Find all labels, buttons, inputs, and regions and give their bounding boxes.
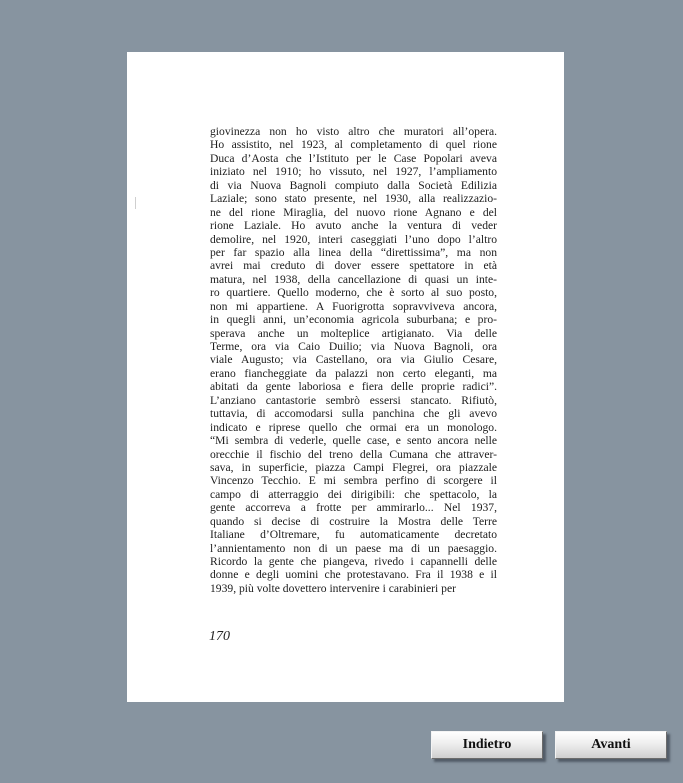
body-text [210,125,497,595]
text-line: matura, nel 1938, della cancellazione di quasi un inte- [210,272,497,286]
text-line: Vincenzo Tecchio. E mi sembra perfino di scorgere il [210,474,497,488]
text-line: 1939, più volte dovettero intervenire i carabinieri per [210,581,456,595]
text-line: per far spazio alla linea della “direttissima”, ma non [210,245,497,259]
text-line: Ricordo la gente che piangeva, rivedo i capannelli delle [210,555,497,568]
text-line: sava, in superficie, piazza Campi Flegrei, ora piazzale [210,460,497,474]
text-line: “Mi sembra di vederle, quelle case, e sento ancora nelle [210,434,497,448]
text-line: avrei mai creduto di dover essere spettatore in età [210,259,497,273]
document-page [127,52,564,702]
text-line: tuttavia, di accomodarsi sulla panchina che gli avevo [210,407,497,421]
text-line: Italiane d’Oltremare, fu automaticamente decretato [210,528,497,542]
text-line: Terme, ora via Caio Duilio; via Nuova Bagnoli, ora [210,340,497,353]
text-line: erano fiancheggiate da palazzi non certo eleganti, ma [210,366,497,380]
text-line: quando si decise di costruire la Mostra delle Terre [210,514,497,528]
text-line: donne e degli uomini che protestavano. Fra il 1938 e il [210,568,497,582]
text-line: Ho assistito, nel 1923, al completamento di quel rione [210,138,497,152]
page-number: 170 [209,629,230,644]
text-line: di via Nuova Bagnoli compiuto dalla Società Edilizia [210,178,497,192]
text-line: orecchie il fischio del treno della Cumana che attraver- [210,447,497,461]
text-line: non mi appartiene. A Fuorigrotta sopravviveva ancora, [210,299,497,313]
text-line: Laziale; sono stato presente, nel 1930, alla realizzazio- [210,192,497,206]
text-line: viale Augusto; via Castellano, ora via Giulio Cesare, [210,353,497,367]
text-line: campo di atterraggio dei dirigibili: che spettacolo, la [210,487,497,501]
next-button[interactable]: Avanti [555,731,667,759]
text-line: ro quartiere. Quello moderno, che è sorto al suo posto, [210,286,497,300]
text-line: Duca d’Aosta che l’Istituto per le Case Popolari aveva [210,151,497,165]
text-line: in quegli anni, un’economia agricola suburbana; e pro- [210,313,497,327]
text-line: l’annientamento non di un paese ma di un paesaggio. [210,541,497,555]
text-line: demolire, nel 1920, interi caseggiati l’uno dopo l’altro [210,232,497,246]
text-line: gente accorreva a frotte per ammirarlo... Nel 1937, [210,501,497,515]
back-button[interactable]: Indietro [431,731,543,759]
text-line: L’anziano cantastorie sembrò essersi stancato. Rifiutò, [210,393,497,407]
text-line: rione Laziale. Ho avuto anche la ventura di veder [210,219,497,233]
text-line: abitati da gente laboriosa e fiera delle proprie radici”. [210,380,497,394]
text-line: iniziato nel 1910; ho vissuto, nel 1927, l’ampliamento [210,165,497,179]
text-line: indicato e riprese quello che ormai era un monologo. [210,420,497,434]
text-line: ne del rione Miraglia, del nuovo rione Agnano e del [210,205,497,219]
text-line: sperava anche un molteplice artigianato. Via delle [210,326,497,340]
text-line: giovinezza non ho visto altro che muratori all’opera. [210,125,497,138]
margin-mark [135,197,136,209]
